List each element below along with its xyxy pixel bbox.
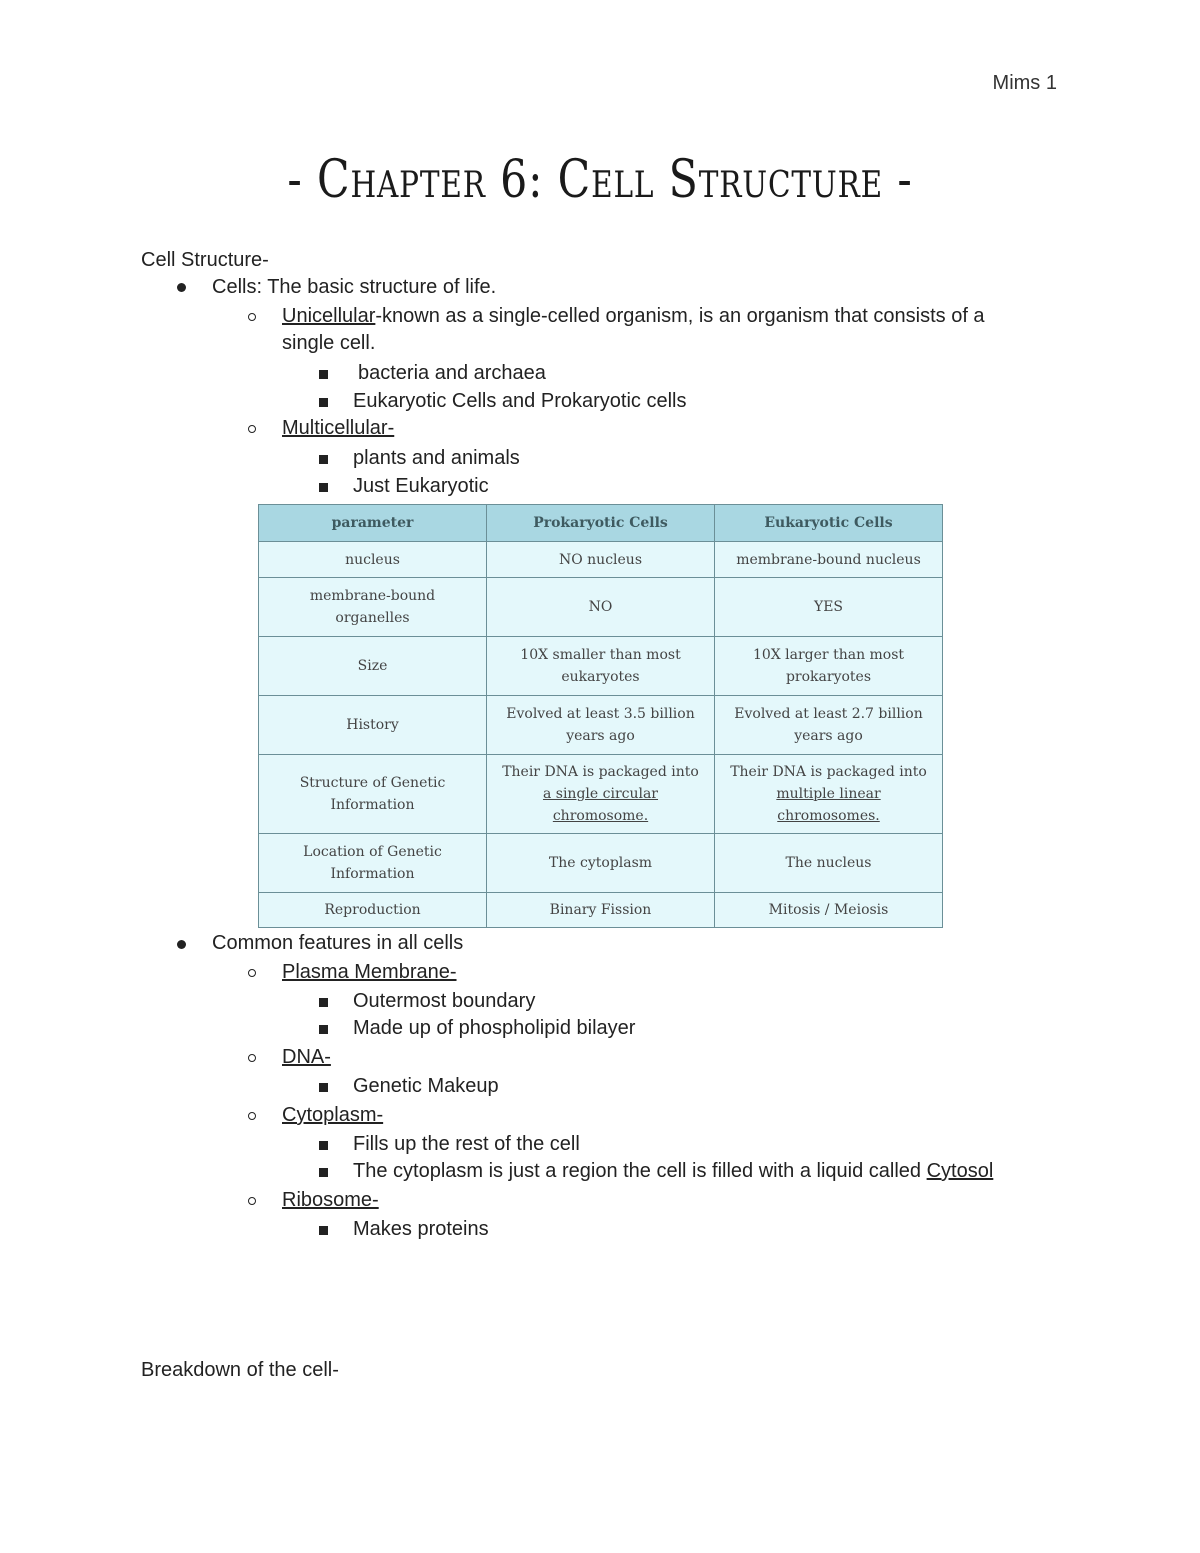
- table-cell-eukaryotic: Evolved at least 2.7 billion years ago: [715, 696, 943, 755]
- table-cell-eukaryotic: YES: [715, 578, 943, 637]
- table-cell-prokaryotic: Evolved at least 3.5 billion years ago: [487, 696, 715, 755]
- cytosol-sentence: The cytoplasm is just a region the cell is filled with a liquid called: [353, 1160, 927, 1182]
- table-header-row: [259, 505, 943, 542]
- table-cell-param: nucleus: [259, 542, 487, 578]
- bullet-square-icon: [319, 398, 328, 407]
- table-cell-eukaryotic: membrane-bound nucleus: [715, 542, 943, 578]
- table-row: [259, 696, 943, 755]
- page-number: Mims 1: [992, 72, 1057, 94]
- table-cell-param: Location of Genetic Information: [259, 834, 487, 893]
- table-cell-prokaryotic: 10X smaller than most eukaryotes: [487, 637, 715, 696]
- bullet-disc-icon: [177, 283, 186, 292]
- list-item-outermost: Outermost boundary: [353, 990, 536, 1012]
- table-row: [259, 637, 943, 696]
- table-row: [259, 542, 943, 578]
- table-header: Eukaryotic Cells: [715, 505, 943, 542]
- table-cell-eukaryotic: Mitosis / Meiosis: [715, 893, 943, 928]
- list-item-plants-animals: plants and animals: [353, 447, 520, 469]
- term-plasma-membrane: Plasma Membrane-: [282, 961, 457, 983]
- list-item-eukaryotic: Just Eukaryotic: [353, 475, 489, 497]
- table-cell-prokaryotic: Binary Fission: [487, 893, 715, 928]
- bullet-disc-icon: [177, 940, 186, 949]
- bullet-circle-icon: [248, 1197, 256, 1205]
- list-item-unicellular: [282, 303, 1042, 330]
- bullet-square-icon: [319, 370, 328, 379]
- cell-text-underlined: multiple linear chromosomes.: [776, 786, 881, 824]
- term-ribosome: Ribosome-: [282, 1189, 379, 1211]
- bullet-square-icon: [319, 1226, 328, 1235]
- bullet-square-icon: [319, 455, 328, 464]
- table-row: [259, 834, 943, 893]
- term-dna: DNA-: [282, 1046, 331, 1068]
- bullet-circle-icon: [248, 425, 256, 433]
- bullet-square-icon: [319, 1025, 328, 1034]
- list-item-genetic-makeup: Genetic Makeup: [353, 1075, 499, 1097]
- bullet-square-icon: [319, 483, 328, 492]
- bullet-square-icon: [319, 998, 328, 1007]
- term-multicellular: Multicellular-: [282, 417, 395, 439]
- bullet-square-icon: [319, 1141, 328, 1150]
- comparison-table: [258, 504, 943, 928]
- table-cell-param: membrane-bound organelles: [259, 578, 487, 637]
- list-item-fills-cell: Fills up the rest of the cell: [353, 1133, 580, 1155]
- table-cell-prokaryotic: NO: [487, 578, 715, 637]
- term-cytosol: Cytosol: [926, 1160, 994, 1182]
- section-heading-breakdown: Breakdown of the cell-: [141, 1359, 339, 1381]
- cell-text: Their DNA is packaged into: [502, 764, 699, 780]
- list-item-cytosol: [353, 1158, 993, 1185]
- bullet-circle-icon: [248, 1054, 256, 1062]
- table-header: Prokaryotic Cells: [487, 505, 715, 542]
- list-item-phospholipid: Made up of phospholipid bilayer: [353, 1017, 636, 1039]
- list-item-cells: Cells: The basic structure of life.: [212, 276, 497, 298]
- term-cytoplasm: Cytoplasm-: [282, 1104, 384, 1126]
- table-header: parameter: [259, 505, 487, 542]
- table-cell-param: History: [259, 696, 487, 755]
- list-item-makes-proteins: Makes proteins: [353, 1218, 489, 1240]
- table-cell-prokaryotic: The cytoplasm: [487, 834, 715, 893]
- table-cell-eukaryotic: The nucleus: [715, 834, 943, 893]
- table-cell-param: Size: [259, 637, 487, 696]
- unicellular-definition: -known as a single-celled organism, is an organism that consists of a: [375, 305, 985, 327]
- list-item-cell-types: Eukaryotic Cells and Prokaryotic cells: [353, 390, 687, 412]
- table-cell-prokaryotic: [487, 755, 715, 834]
- section-heading-cell-structure: Cell Structure-: [141, 249, 269, 271]
- term-unicellular: Unicellular: [282, 305, 376, 327]
- list-item-bacteria: bacteria and archaea: [358, 362, 546, 384]
- bullet-circle-icon: [248, 313, 256, 321]
- bullet-circle-icon: [248, 1112, 256, 1120]
- table-row: [259, 755, 943, 834]
- table-row: [259, 578, 943, 637]
- unicellular-definition-cont: single cell.: [282, 332, 376, 354]
- cell-text-underlined: a single circular chromosome.: [542, 786, 659, 824]
- table-cell-eukaryotic: [715, 755, 943, 834]
- cell-text: Their DNA is packaged into: [730, 764, 927, 780]
- page-title: - Chapter 6: Cell Structure -: [287, 150, 913, 210]
- list-item-common-features: Common features in all cells: [212, 932, 464, 954]
- table-cell-param: Reproduction: [259, 893, 487, 928]
- bullet-square-icon: [319, 1083, 328, 1092]
- table-row: [259, 893, 943, 928]
- bullet-circle-icon: [248, 969, 256, 977]
- table-cell-prokaryotic: NO nucleus: [487, 542, 715, 578]
- bullet-square-icon: [319, 1168, 328, 1177]
- table-cell-param: Structure of Genetic Information: [259, 755, 487, 834]
- table-cell-eukaryotic: 10X larger than most prokaryotes: [715, 637, 943, 696]
